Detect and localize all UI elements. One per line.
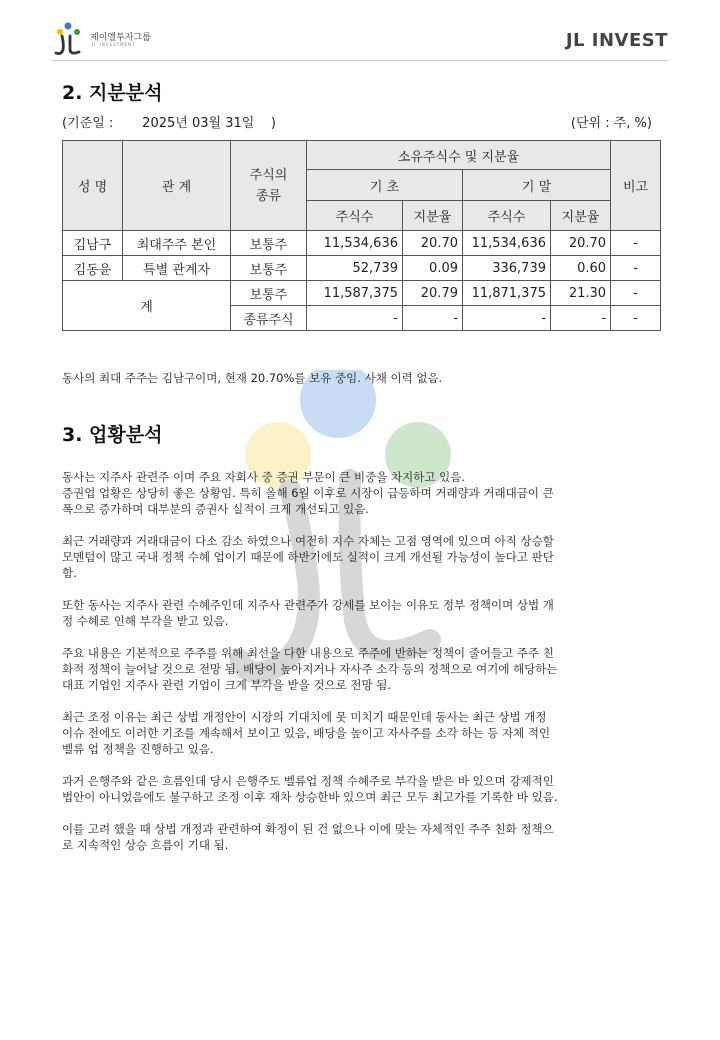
cell-shares-end: - [463,306,551,331]
header-note: 비고 [611,141,661,231]
text-line: 이를 고려 했을 때 상법 개정과 관련하여 확정이 된 건 없으나 이에 맞는 자체적인 주주 친화 정책으 [62,822,554,836]
cell-ratio-end: 0.60 [551,256,611,281]
paragraph [62,773,662,805]
text-line: 증권업 업황은 상당히 좋은 상황임. 특히 올해 6월 이후로 시장이 급등하며 거래량과 거래대금이 큰 [62,486,554,500]
text-line: 정 수혜로 인해 부각을 받고 있음. [62,614,229,628]
cell-ratio-begin: - [403,306,463,331]
text-line: 이슈 전에도 이러한 기조를 계속해서 보이고 있음, 배당을 높이고 자사주를 소각 하는 등 자체 적인 [62,726,551,740]
section-2-title: 2. 지분분석 [62,82,163,104]
cell-relation: 특별 관계자 [123,256,231,281]
header-stock-type: 주식의 종류 [231,141,307,231]
paragraph [62,597,662,629]
header-relation: 관 계 [123,141,231,231]
cell-name: 김남구 [63,231,123,256]
table-row-total [63,281,661,306]
text-line: 법안이 아니었음에도 불구하고 조정 이후 재차 상승한바 있으며 최근 모두 최고가를 기록한 바 있음. [62,790,558,804]
brand-title: JL INVEST [565,30,668,51]
table-row [63,231,661,256]
cell-shares-begin: 11,587,375 [307,281,403,306]
text-line: 화적 정책이 늘어날 것으로 전망 됨. 배당이 높아지거나 자사주 소각 등의 정책으로 여기에 해당하는 [62,662,558,676]
section-3-title: 3. 업황분석 [62,424,163,446]
paragraph [62,533,662,581]
cell-shares-begin: - [307,306,403,331]
header-period-begin: 기 초 [307,170,463,201]
cell-ratio-end: 20.70 [551,231,611,256]
header-ratio-begin: 지분율 [403,201,463,231]
text-line: 주요 내용은 기본적으로 주주를 위해 최선을 다한 내용으로 주주에 반하는 정책이 줄어들고 주주 친 [62,646,554,660]
text-line: 최근 조정 이유는 최근 상법 개정안이 시장의 기대치에 못 미치기 때문인데 동사는 최근 상법 개정 [62,710,547,724]
reference-date: (기준일 : 2025년 03월 31일 ) [62,116,276,131]
cell-note: - [611,256,661,281]
text-line: 동사는 지주사 관련주 이며 주요 자회사 중 증권 부문이 큰 비중을 차지하고 있음. [62,470,466,484]
cell-ratio-begin: 20.70 [403,231,463,256]
cell-ratio-end: 21.30 [551,281,611,306]
header-name: 성 명 [63,141,123,231]
paragraph [62,645,662,693]
paragraph [62,821,662,853]
cell-total-label: 계 [63,281,231,331]
cell-shares-begin: 52,739 [307,256,403,281]
cell-ratio-begin: 20.79 [403,281,463,306]
company-logo [52,22,172,58]
cell-name: 김동윤 [63,256,123,281]
cell-note: - [611,281,661,306]
industry-analysis-body [62,469,662,869]
header-ownership-group: 소유주식수 및 지분율 [307,141,611,170]
cell-relation: 최대주주 본인 [123,231,231,256]
paragraph [62,709,662,757]
cell-ratio-begin: 0.09 [403,256,463,281]
header-shares-begin: 주식수 [307,201,403,231]
table-row [63,256,661,281]
text-line: 벨류 업 정책을 진행하고 있음. [62,742,214,756]
cell-shares-begin: 11,534,636 [307,231,403,256]
cell-shares-end: 11,871,375 [463,281,551,306]
text-line: 함. [62,566,77,580]
text-line: 폭으로 증가하며 대부분의 증권사 실적이 크게 개선되고 있음. [62,502,369,516]
logo-english-text: JL INVESTMENT [92,42,136,47]
cell-shares-end: 11,534,636 [463,231,551,256]
jl-logo-icon [52,22,86,58]
logo-korean-text: 제이엘투자그룹 [90,33,151,43]
cell-type: 보통주 [231,231,307,256]
cell-shares-end: 336,739 [463,256,551,281]
text-line: 과거 은행주와 같은 흐름인데 당시 은행주도 벨류업 정책 수혜주로 부각을 받은 바 있으며 강제적인 [62,774,554,788]
cell-note: - [611,306,661,331]
cell-type: 보통주 [231,256,307,281]
cell-ratio-end: - [551,306,611,331]
cell-note: - [611,231,661,256]
cell-type: 보통주 [231,281,307,306]
unit-label: (단위 : 주, %) [570,116,652,131]
text-line: 또한 동사는 지주사 관련 수혜주인데 지주사 관련주가 강세를 보이는 이유도 정부 정책이며 상법 개 [62,598,554,612]
cell-type: 종류주식 [231,306,307,331]
header-ratio-end: 지분율 [551,201,611,231]
shareholder-note: 동사의 최대 주주는 김남구이며, 현재 20.70%를 보유 중임. 사채 이력 없음. [62,371,443,385]
shareholding-table [62,140,661,331]
text-line: 모멘텀이 많고 국내 정책 수혜 업이기 때문에 하반기에도 실적이 크게 개선될 가능성이 높다고 판단 [62,550,554,564]
text-line: 최근 거래량과 거래대금이 다소 감소 하였으나 여전히 지수 자체는 고점 영역에 있으며 아직 상승할 [62,534,554,548]
text-line: 로 지속적인 상승 흐름이 기대 됨. [62,838,229,852]
header-shares-end: 주식수 [463,201,551,231]
text-line: 대표 기업인 지주사 관련 기업이 크게 부각을 받을 것으로 전망 됨. [62,678,392,692]
header-period-end: 기 말 [463,170,611,201]
page-header [0,0,720,62]
paragraph [62,469,662,517]
header-divider [52,60,668,61]
